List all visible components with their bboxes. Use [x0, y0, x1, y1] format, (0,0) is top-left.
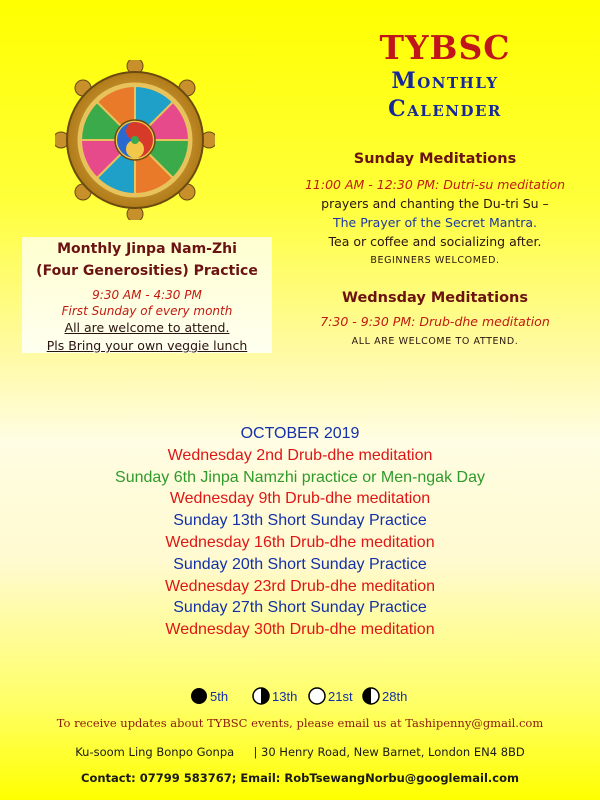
- gonpa-name: Ku-soom Ling Bonpo Gonpa: [75, 745, 235, 759]
- wednesday-meditations-section: [300, 288, 570, 352]
- email-updates-note: To receive updates about TYBSC events, please email us at Tashipenny@gmail.com: [56, 716, 544, 730]
- last-quarter-moon-icon: [362, 687, 380, 705]
- jinpa-heading-line2: (Four Generosities) Practice: [36, 263, 258, 279]
- list-item: Sunday 13th Short Sunday Practice: [173, 512, 427, 530]
- list-item: Wednesday 23rd Drub-dhe meditation: [164, 577, 436, 595]
- jinpa-when: First Sunday of every month: [61, 304, 233, 318]
- page-subtitle-line1: Monthly: [391, 68, 499, 94]
- list-item: Wednesday 2nd Drub-dhe meditation: [167, 446, 433, 464]
- wednesday-welcome-note: ALL ARE WELCOME TO ATTEND.: [351, 336, 519, 347]
- wednesday-time: 7:30 - 9:30 PM: Drub-dhe meditation: [320, 314, 550, 329]
- street-address: | 30 Henry Road, New Barnet, London EN4 8BD: [253, 745, 525, 759]
- moon-phase-item: [362, 686, 407, 706]
- sunday-tea-note: Tea or coffee and socializing after.: [328, 234, 542, 249]
- sunday-beginners-note: BEGINNERS WELCOMED.: [370, 255, 500, 266]
- new-moon-icon: [190, 687, 208, 705]
- moon-phase-item: [252, 686, 297, 706]
- sunday-description: prayers and chanting the Du-tri Su –: [321, 196, 549, 211]
- moon-phases: [190, 686, 450, 706]
- list-item: Sunday 20th Short Sunday Practice: [173, 555, 427, 573]
- moon-phase-item: [308, 686, 353, 706]
- wednesday-heading: Wednsday Meditations: [341, 290, 528, 306]
- moon-phase-label: 28th: [382, 688, 408, 704]
- contact-line: Contact: 07799 583767; Email: RobTsewangNorbu@googlemail.com: [81, 771, 519, 785]
- sunday-prayer-name: The Prayer of the Secret Mantra.: [332, 215, 538, 230]
- sunday-time: 11:00 AM - 12:30 PM: Dutri-su meditation: [304, 177, 566, 192]
- jinpa-practice-box: [22, 237, 272, 353]
- jinpa-time: 9:30 AM - 4:30 PM: [92, 288, 202, 302]
- dharma-wheel-icon: [55, 60, 215, 220]
- list-item: Sunday 6th Jinpa Namzhi practice or Men-ngak Day: [115, 468, 485, 486]
- moon-phase-label: 13th: [272, 688, 298, 704]
- full-moon-icon: [308, 687, 326, 705]
- page-title: TYBSC: [379, 28, 511, 67]
- sunday-meditations-section: [300, 150, 570, 270]
- sunday-heading: Sunday Meditations: [353, 151, 517, 167]
- list-item: Wednesday 30th Drub-dhe meditation: [165, 621, 435, 639]
- moon-phase-label: 5th: [210, 688, 229, 704]
- list-item: Wednesday 16th Drub-dhe meditation: [165, 533, 435, 551]
- october-events-list: [0, 423, 600, 641]
- list-item: Wednesday 9th Drub-dhe meditation: [169, 490, 431, 508]
- jinpa-heading-line1: Monthly Jinpa Nam-Zhi: [57, 241, 237, 257]
- first-quarter-moon-icon: [252, 687, 270, 705]
- address-line: [0, 745, 600, 759]
- page-subtitle-line2: Calender: [388, 96, 502, 122]
- list-item: Sunday 27th Short Sunday Practice: [173, 599, 427, 617]
- october-heading: OCTOBER 2019: [240, 425, 360, 442]
- jinpa-welcome: All are welcome to attend.: [64, 320, 230, 335]
- moon-phase-label: 21st: [328, 688, 353, 704]
- moon-phase-item: [190, 686, 228, 706]
- jinpa-lunch-note: Pls Bring your own veggie lunch: [46, 338, 248, 353]
